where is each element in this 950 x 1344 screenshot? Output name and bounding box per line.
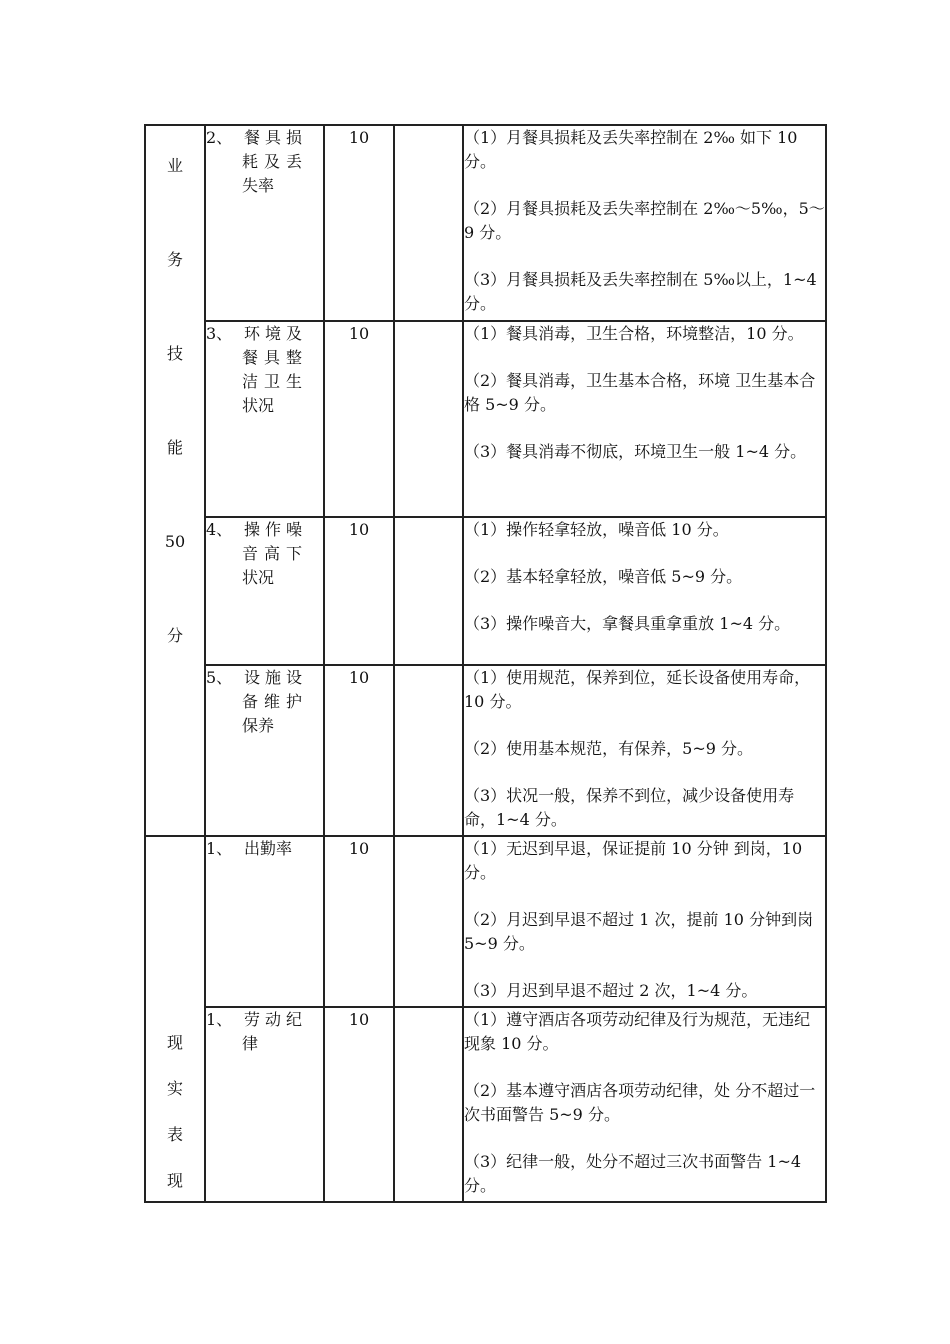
criterion: （1）餐具消毒，卫生合格，环境整洁，10 分。 xyxy=(464,324,804,343)
category-char: 50 xyxy=(164,532,186,551)
score-cell: 10 xyxy=(324,517,394,665)
criterion: （1）遵守酒店各项劳动纪律及行为规范，无违纪现象 10 分。 xyxy=(464,1010,811,1053)
category-char: 分 xyxy=(166,626,183,645)
criterion: （3）状况一般，保养不到位，减少设备使用寿命，1~4 分。 xyxy=(464,786,795,829)
criterion: （2）月迟到早退不超过 1 次，提前 10 分钟到岗 5~9 分。 xyxy=(464,910,814,953)
score-cell: 10 xyxy=(324,836,394,1007)
score-cell: 10 xyxy=(324,1007,394,1202)
item-name: 环境及餐具整洁卫生状况 xyxy=(242,324,302,415)
criteria-cell xyxy=(463,321,826,517)
blank-cell xyxy=(394,1007,463,1202)
item-name: 劳动纪律 xyxy=(242,1010,302,1053)
criterion: （1）无迟到早退，保证提前 10 分钟 到岗，10 分。 xyxy=(464,839,803,882)
category-char: 技 xyxy=(166,344,183,363)
evaluation-table xyxy=(144,124,827,1203)
criterion: （2）月餐具损耗及丢失率控制在 2‰～5‰，5～9 分。 xyxy=(464,199,825,242)
table-row xyxy=(145,836,826,1007)
item-number: 1、 xyxy=(206,839,233,858)
criterion: （2）使用基本规范，有保养，5~9 分。 xyxy=(464,739,754,758)
criterion: （3）月餐具损耗及丢失率控制在 5‰以上，1~4 分。 xyxy=(464,270,817,313)
table-row xyxy=(145,517,826,665)
criterion: （3）纪律一般，处分不超过三次书面警告 1~4 分。 xyxy=(464,1152,802,1195)
category-char: 能 xyxy=(166,438,183,457)
category-char: 实 xyxy=(166,1079,183,1098)
category-char: 现 xyxy=(166,1171,183,1190)
blank-cell xyxy=(394,517,463,665)
item-number: 4、 xyxy=(206,520,233,539)
criteria-cell xyxy=(463,665,826,836)
blank-cell xyxy=(394,665,463,836)
category-char: 业 xyxy=(166,156,183,175)
category-char: 表 xyxy=(166,1125,183,1144)
criterion: （1）操作轻拿轻放，噪音低 10 分。 xyxy=(464,520,729,539)
category-char: 务 xyxy=(166,250,183,269)
blank-cell xyxy=(394,125,463,321)
item-number: 2、 xyxy=(206,128,233,147)
category-char: 现 xyxy=(166,1033,183,1052)
criteria-cell xyxy=(463,517,826,665)
item-cell xyxy=(205,517,324,665)
item-cell xyxy=(205,321,324,517)
score-cell: 10 xyxy=(324,321,394,517)
item-name: 操作噪音高下状况 xyxy=(242,520,302,587)
criterion: （3）餐具消毒不彻底，环境卫生一般 1~4 分。 xyxy=(464,442,807,461)
criterion: （1）月餐具损耗及丢失率控制在 2‰ 如下 10 分。 xyxy=(464,128,798,171)
item-number: 3、 xyxy=(206,324,233,343)
category-cell-skills xyxy=(145,125,205,836)
item-name: 餐具损耗及丢失率 xyxy=(242,128,302,195)
criterion: （3）操作噪音大，拿餐具重拿重放 1~4 分。 xyxy=(464,614,791,633)
criterion: （2）基本遵守酒店各项劳动纪律，处 分不超过一次书面警告 5~9 分。 xyxy=(464,1081,816,1124)
criterion: （2）基本轻拿轻放，噪音低 5~9 分。 xyxy=(464,567,743,586)
table-row xyxy=(145,125,826,321)
score-cell: 10 xyxy=(324,665,394,836)
table-row xyxy=(145,1007,826,1202)
item-number: 1、 xyxy=(206,1010,233,1029)
item-cell xyxy=(205,836,324,1007)
item-cell xyxy=(205,1007,324,1202)
criteria-cell xyxy=(463,1007,826,1202)
category-cell-performance xyxy=(145,836,205,1202)
criterion: （3）月迟到早退不超过 2 次，1~4 分。 xyxy=(464,981,758,1000)
criterion: （1）使用规范，保养到位，延长设备使用寿命，10 分。 xyxy=(464,668,811,711)
criteria-cell xyxy=(463,125,826,321)
blank-cell xyxy=(394,321,463,517)
item-cell xyxy=(205,665,324,836)
blank-cell xyxy=(394,836,463,1007)
table-row xyxy=(145,665,826,836)
table-row xyxy=(145,321,826,517)
item-name: 出勤率 xyxy=(244,839,293,858)
criteria-cell xyxy=(463,836,826,1007)
item-number: 5、 xyxy=(206,668,233,687)
criterion: （2）餐具消毒，卫生基本合格，环境 卫生基本合格 5~9 分。 xyxy=(464,371,816,414)
item-name: 设施设备维护保养 xyxy=(242,668,302,735)
item-cell xyxy=(205,125,324,321)
score-cell: 10 xyxy=(324,125,394,321)
